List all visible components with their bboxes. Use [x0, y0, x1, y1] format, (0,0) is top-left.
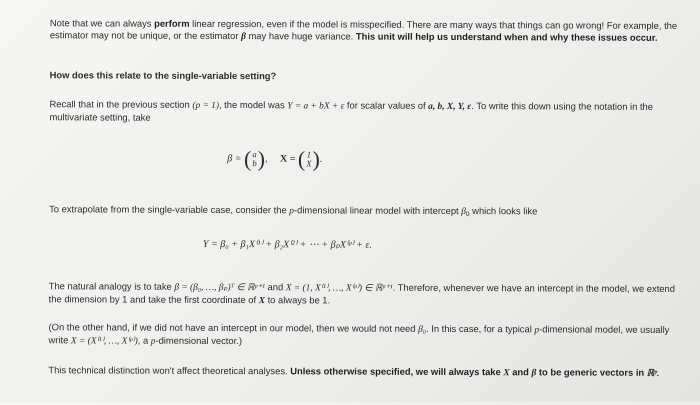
- x-vector-def: X = (1, X⁽¹⁾, …, X⁽ᵖ⁾) ∈ ℝᵖ⁺¹: [285, 283, 393, 294]
- intro-text-3: may have huge variance.: [245, 30, 356, 42]
- intro-bold: perform: [154, 17, 190, 29]
- p-symbol: p: [289, 206, 295, 217]
- recall-vars: a, b, X, Y, ε: [428, 101, 472, 113]
- aside-text-2: . In this case, for a typical: [426, 322, 535, 335]
- beta-lhs: β =: [227, 153, 242, 165]
- recall-model: Y = a + bX + ε: [287, 101, 345, 112]
- linear-model-equation: Y = β₀ + β₁X⁽¹⁾ + β₂X⁽²⁾ + ⋯ + βₚX⁽ᵖ⁾ + ε.: [202, 238, 372, 251]
- x-top: 1: [306, 149, 312, 160]
- extrapolate-text-3: which looks like: [469, 205, 538, 217]
- analogy-text-2: and: [264, 281, 286, 293]
- extrapolate-text: To extrapolate from the single-variable case, consider the: [49, 203, 290, 216]
- recall-paragraph: [49, 98, 681, 126]
- closing-text: This technical distinction won't affect theoretical analyses.: [48, 364, 291, 377]
- recall-text-4: . To write this down using the notation in the multivariate setting, take: [49, 100, 654, 123]
- beta0-subscript: 0: [465, 211, 470, 219]
- closing-paragraph: [48, 364, 680, 380]
- aside-beta0: β₀: [418, 324, 427, 335]
- analogy-text: The natural analogy is to take: [48, 280, 175, 292]
- section-heading: How does this relate to the single-variable setting?: [49, 69, 277, 82]
- aside-p-2: p: [150, 336, 156, 347]
- analogy-text-4: to always be 1.: [264, 294, 331, 306]
- analogy-paragraph: [49, 280, 681, 309]
- closing-rp: ℝᵖ.: [646, 368, 660, 379]
- closing-bold: Unless otherwise specified, we will always take: [290, 365, 504, 378]
- recall-text-3: for scalar values of: [344, 99, 429, 111]
- x-bottom: X: [306, 158, 312, 169]
- beta-symbol: β: [241, 32, 246, 43]
- beta-vector-def: β = (β₀, …, βₚ)ᵀ ∈ ℝᵖ⁺¹: [174, 282, 265, 294]
- aside-text-3: -dimensional model, we usually write: [48, 323, 670, 346]
- aside-x-vector: X = (X⁽¹⁾, …, X⁽ᵖ⁾): [70, 336, 138, 347]
- aside-p: p: [534, 325, 540, 336]
- closing-x: X: [503, 368, 510, 379]
- eq-dot: .: [319, 153, 323, 165]
- intro-text: Note that we can always: [49, 17, 155, 29]
- recall-text: Recall that in the previous section: [49, 98, 193, 110]
- intro-text-2: linear regression, even if the model is misspecified. There are many ways that things can go wrong! For example, the estimator may not be unique, or the estimator: [49, 17, 678, 42]
- intro-paragraph: [50, 17, 682, 45]
- aside-paragraph: [48, 321, 680, 350]
- beta-top: a: [252, 149, 257, 160]
- extrapolate-text-2: -dimensional linear model with intercept: [293, 204, 462, 217]
- eq-comma: ,: [264, 153, 268, 165]
- analogy-text-3: . Therefore, whenever we have an intercept in the model, we extend the dimension by 1 and take the first coordinate of: [48, 281, 675, 306]
- x-vector: [306, 150, 311, 168]
- aside-text: (On the other hand, if we did not have an intercept in our model, then we would not need: [48, 321, 419, 334]
- closing-beta: β: [531, 368, 537, 379]
- closing-bold-2: to be generic vectors in: [536, 366, 647, 378]
- aside-text-5: -dimensional vector.): [155, 334, 242, 347]
- extrapolate-paragraph: [49, 203, 681, 219]
- intro-bold-2: This unit will help us understand when and why these issues occur.: [355, 30, 658, 44]
- x-lhs: X =: [279, 153, 296, 165]
- beta-bottom: b: [252, 158, 257, 169]
- vector-equation: β = (a b), X = (1 X).: [227, 146, 323, 172]
- closing-and: and: [509, 366, 532, 378]
- beta0-symbol: β: [461, 207, 466, 218]
- aside-text-4: , a: [137, 334, 151, 346]
- recall-condition: (p = 1): [192, 100, 219, 111]
- recall-text-2: , the model was: [218, 98, 288, 111]
- beta-vector: [252, 150, 256, 168]
- x-symbol: X: [258, 296, 266, 307]
